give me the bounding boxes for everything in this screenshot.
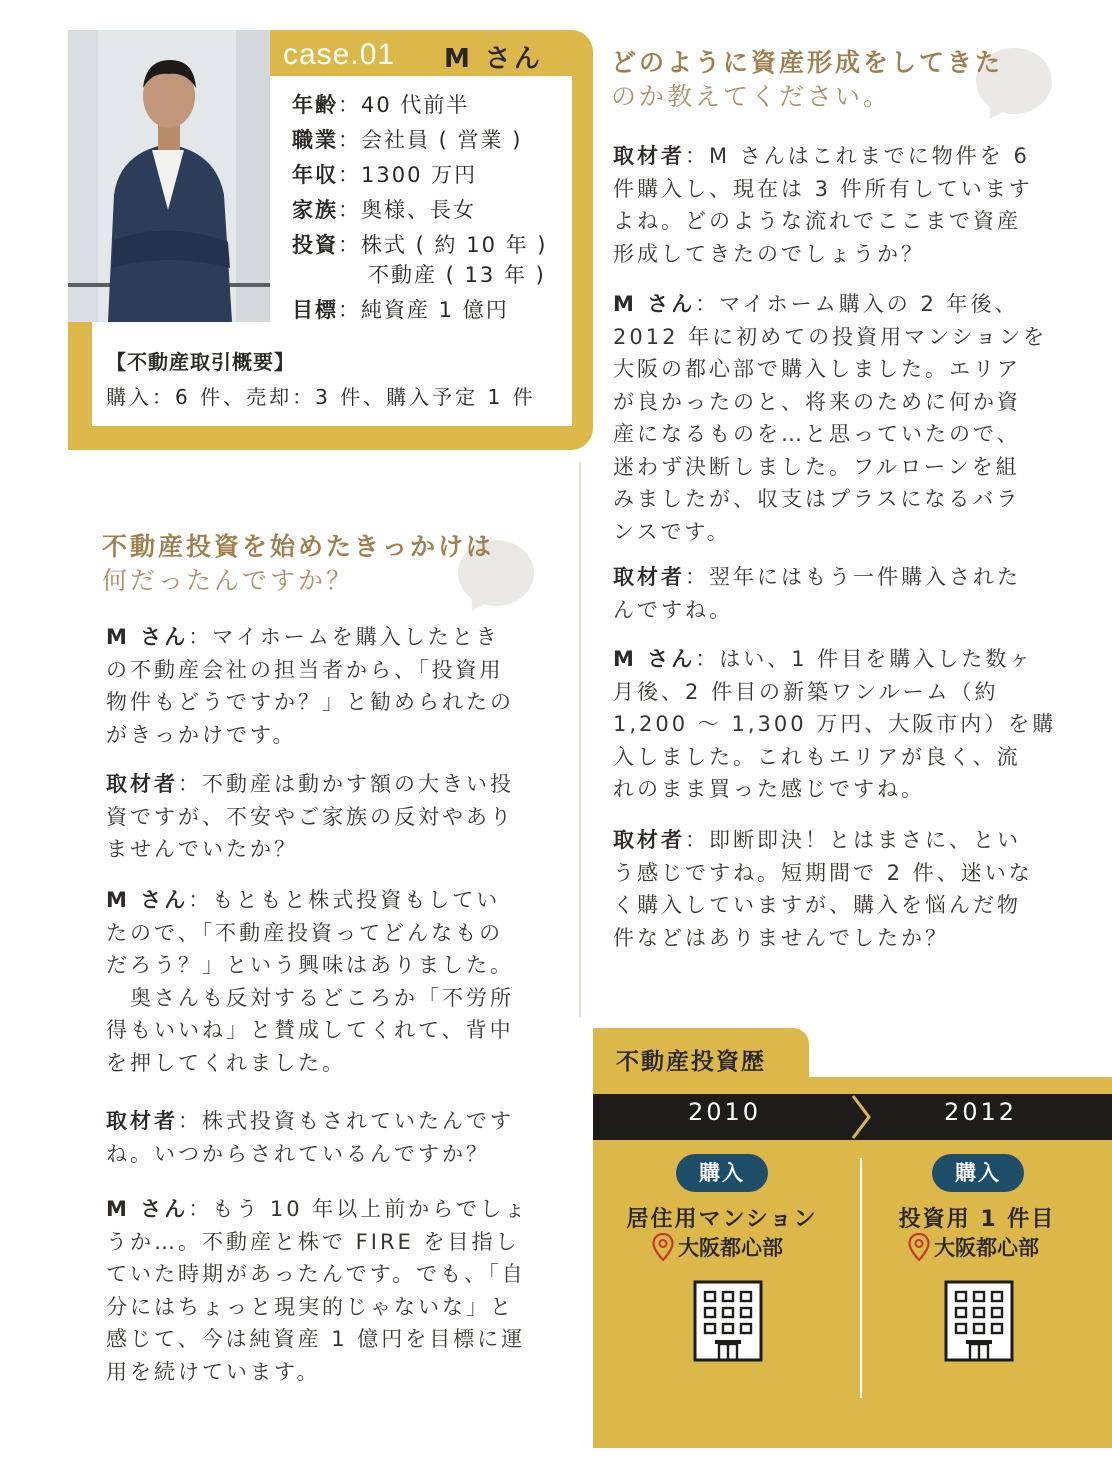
profile-value: ：奥様、長女 [338,198,476,222]
profile-key: 年齢 [292,93,338,117]
dialogue-line: 件購入し、現在は 3 件所有しています [613,176,1033,201]
dialogue-line: 資ですが、不安やご家族の反対やあり [106,804,514,829]
speaker-label: M さん [106,625,189,649]
speaker-label: 取材者 [613,828,685,852]
dialogue-line: ：はい、1 件目を購入した数ヶ [695,647,1034,671]
dialogue-line: 迷わず決断しました。フルローンを組 [613,454,1020,479]
question-line: のか教えてください。 [611,82,892,111]
purchase-badge: 購入 [676,1154,768,1192]
profile-value: ：会社員 ( 営業 ) [338,128,523,152]
dialogue-line: ：もともと株式投資もしてい [188,888,501,912]
location-pin-icon [652,1233,674,1261]
speaker-label: M さん [613,647,696,671]
dialogue-line: 奥さんも反対するどころか「不労所 [106,985,514,1010]
dialogue-paragraph [106,884,514,1079]
dialogue-paragraph [106,621,514,751]
profile-value: ：40 代前半 [338,93,470,117]
dialogue-line: 月後、2 件目の新築ワンルーム（約 [613,679,999,704]
profile-photo [68,30,270,322]
profile-key: 家族 [292,198,338,222]
profile-value: ：1300 万円 [338,163,478,187]
profile-value: ：純資産 1 億円 [338,298,509,322]
column-divider [579,462,581,1017]
profile-key: 年収 [292,163,338,187]
dialogue-line: 1,200 ～ 1,300 万円、大阪市内）を購 [613,712,1057,736]
question-heading-right [611,46,1003,114]
dialogue-line: ：翌年にはもう一件購入された [685,565,1021,589]
profile-key: 投資 [292,233,338,257]
dialogue-line: 用を続けています。 [106,1359,321,1384]
building-icon [944,1280,1014,1362]
profile-key: 目標 [292,298,338,322]
history-title: 不動産投資歴 [616,1049,766,1075]
dialogue-line: 物件もどうですか？」と勧められたの [106,690,514,714]
speaker-label: M さん [106,1197,189,1221]
profile-value: ：株式 ( 約 10 年 ) [338,233,548,257]
dialogue-line: が良かったのと、将来のために何か資 [613,389,1021,414]
speaker-label: M さん [613,292,696,316]
profile-row-job [292,130,522,151]
dialogue-line: の不動産会社の担当者から、「投資用 [106,657,504,682]
interviewee-name: M さん [444,44,543,74]
dialogue-line: を押してくれました。 [106,1050,346,1075]
dialogue-line: ：即断即決！とはまさに、とい [685,828,1021,852]
dialogue-line: ：マイホームを購入したとき [188,625,500,649]
timeline-bar [593,1094,1112,1140]
dialogue-line: 感じて、今は純資産 1 億円を目標に運 [106,1327,526,1351]
dialogue-line: 分にはちょっと現実的じゃないな」と [106,1294,514,1319]
dialogue-line: ：株式投資もされていたんです [178,1109,514,1133]
timeline-arrow-icon [849,1094,873,1140]
dialogue-line: 2012 年に初めての投資用マンションを [613,324,1048,349]
dialogue-line: うか…。不動産と株で FIRE を目指し [106,1229,520,1254]
dialogue-paragraph [613,288,1047,548]
speaker-label: 取材者 [106,1109,178,1133]
dialogue-line: 形成してきたのでしょうか？ [613,241,925,266]
profile-value: 不動産 ( 13 年 ) [368,263,546,287]
dialogue-line: ませんでいたか？ [106,837,298,861]
property-location [908,1232,1039,1262]
dialogue-paragraph [106,1193,528,1388]
location-label: 大阪都心部 [934,1236,1039,1260]
dialogue-line: よね。どのような流れでここまで資産 [613,209,1021,233]
property-title: 投資用 1 件目 [898,1207,1056,1232]
question-line: 何だったんですか？ [102,566,355,595]
speaker-label: 取材者 [613,565,685,589]
dialogue-line: ていた時期があったんです。でも、「自 [106,1262,526,1286]
purchase-badge: 購入 [932,1154,1024,1192]
timeline-year: 2010 [688,1098,762,1126]
dialogue-line: く購入していますが、購入を悩んだ物 [613,893,1021,917]
question-line: どのように資産形成をしてきた [611,48,1004,77]
man-portrait-image [68,30,270,322]
dialogue-line: れのまま買った感じですね。 [613,777,925,801]
building-icon [693,1280,763,1362]
dialogue-line: ンスです。 [613,519,731,544]
dialogue-line: ：不動産は動かす額の大きい投 [178,772,514,796]
profile-row-income [292,165,477,186]
history-divider [860,1158,862,1398]
profile-row-family [292,200,476,221]
question-line: 不動産投資を始めたきっかけは [102,532,495,561]
dialogue-line: ね。いつからされているんですか？ [106,1141,490,1166]
dialogue-line: だろう？」という興味はありました。 [106,953,514,977]
dialogue-paragraph [613,140,1033,270]
dialogue-line: ：もう 10 年以上前からでしょ [188,1197,529,1221]
profile-row-age [292,95,469,116]
timeline-year: 2012 [944,1098,1018,1126]
dialogue-paragraph [613,643,1056,806]
dialogue-paragraph [106,1105,514,1170]
dialogue-line: んですね。 [613,597,733,622]
dialogue-paragraph [613,824,1033,954]
dialogue-line: みましたが、収支はプラスになるバラ [613,487,1021,511]
dialogue-line: ：マイホーム購入の 2 年後、 [695,292,1019,316]
dialogue-line: がきっかけです。 [106,722,297,747]
profile-row-investment [292,235,547,256]
speaker-label: M さん [106,888,189,912]
property-title: 居住用マンション [626,1207,818,1232]
location-label: 大阪都心部 [678,1236,783,1260]
dialogue-line: 件などはありませんでしたか？ [613,925,949,950]
dialogue-line: たので、「不動産投資ってどんなもの [106,920,504,945]
speaker-label: 取材者 [106,772,178,796]
profile-key: 職業 [292,128,338,152]
dialogue-line: ：M さんはこれまでに物件を 6 [685,144,1030,168]
dialogue-paragraph [106,768,514,866]
dialogue-line: 入しました。これもエリアが良く、流 [613,744,1021,769]
case-label: case.01 [283,38,396,71]
dialogue-line: う感じですね。短期間で 2 件、迷いな [613,860,1033,885]
deals-summary: 購入：6 件、売却：3 件、購入予定 1 件 [106,385,536,409]
dialogue-line: 大阪の都心部で購入しました。エリア [613,357,1021,381]
speaker-label: 取材者 [613,144,685,168]
property-location [652,1232,783,1262]
location-pin-icon [908,1233,930,1261]
deals-title: 【不動産取引概要】 [106,350,295,374]
profile-row-goal [292,300,509,321]
dialogue-line: 産になるものを…と思っていたので、 [613,422,1021,446]
question-heading-left [102,530,494,598]
dialogue-line: 得もいいね」と賛成してくれて、背中 [106,1018,514,1042]
profile-row-investment-cont [368,265,546,286]
dialogue-paragraph [613,561,1021,626]
